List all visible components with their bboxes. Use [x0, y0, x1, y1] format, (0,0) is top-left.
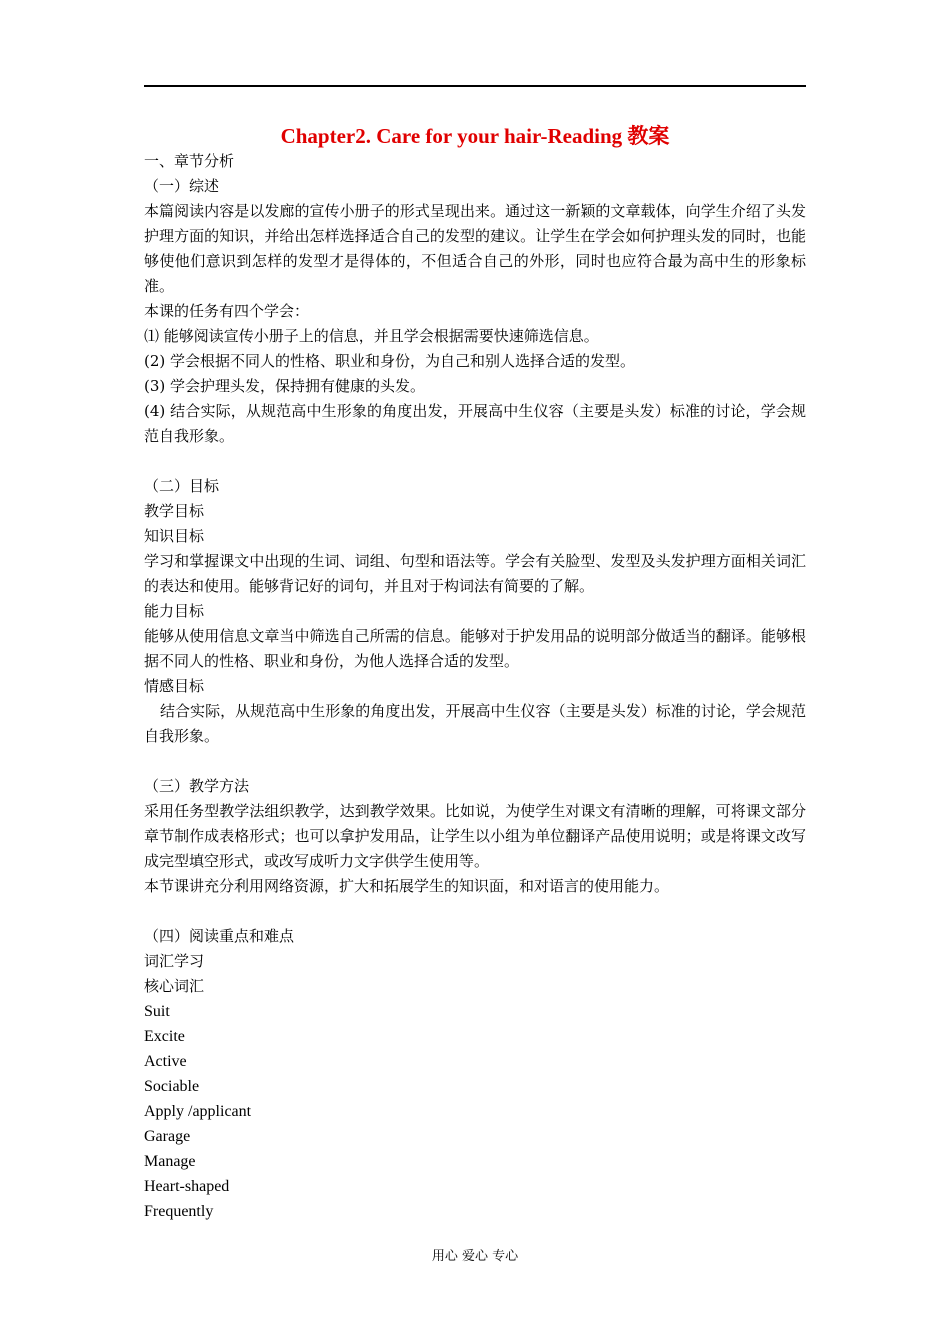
subsection-heading-overview: （一）综述 [144, 177, 220, 195]
task-item: (3) 学会护理头发，保持拥有健康的头发。 [144, 377, 426, 395]
knowledge-goal-text: 学习和掌握课文中出现的生词、词组、句型和语法等。学会有关脸型、发型及头发护理方面相关词汇的表达和使用。能够背记好的词句，并且对于构词法有简要的了解。 [144, 552, 806, 595]
vocab-word: Excite [144, 1028, 185, 1045]
spacer [144, 749, 806, 774]
vocab-word: Manage [144, 1153, 196, 1170]
vocab-word: Sociable [144, 1078, 200, 1095]
task-item: ⑴ 能够阅读宣传小册子上的信息，并且学会根据需要快速筛选信息。 [144, 327, 599, 345]
method-paragraph: 采用任务型教学法组织教学，达到教学效果。比如说，为使学生对课文有清晰的理解，可将课文部分章节制作成表格形式；也可以拿护发用品，让学生以小组为单位翻译产品使用说明；或是将课文改写成完型填空形式，或改写成听力文字供学生使用等。 [144, 802, 806, 870]
document-title: Chapter2. Care for your hair-Reading 教案 [280, 124, 670, 148]
vocab-word: Garage [144, 1128, 191, 1145]
vocab-word: Apply /applicant [144, 1103, 252, 1120]
subsection-heading-methods: （三）教学方法 [144, 777, 250, 795]
vocab-study-label: 词汇学习 [144, 952, 205, 970]
document-body [144, 149, 806, 1224]
subsection-heading-key-points: （四）阅读重点和难点 [144, 927, 295, 945]
vocab-word: Active [144, 1053, 187, 1070]
header-rule [144, 85, 806, 87]
vocab-word: Frequently [144, 1203, 214, 1220]
spacer [144, 899, 806, 924]
emotion-goal-label: 情感目标 [144, 677, 205, 695]
page-footer: 用心 爱心 专心 [431, 1249, 519, 1264]
knowledge-goal-label: 知识目标 [144, 527, 205, 545]
subsection-heading-goals: （二）目标 [144, 477, 220, 495]
vocab-word: Suit [144, 1003, 170, 1020]
task-item: (4) 结合实际，从规范高中生形象的角度出发，开展高中生仪容（主要是头发）标准的讨论，学会规范自我形象。 [144, 402, 806, 445]
spacer [144, 449, 806, 474]
section-heading: 一、章节分析 [144, 152, 235, 170]
emotion-goal-text: 结合实际，从规范高中生形象的角度出发，开展高中生仪容（主要是头发）标准的讨论，学会规范自我形象。 [144, 702, 806, 745]
tasks-intro: 本课的任务有四个学会： [144, 302, 310, 320]
core-vocab-label: 核心词汇 [144, 977, 205, 995]
task-item: (2) 学会根据不同人的性格、职业和身份，为自己和别人选择合适的发型。 [144, 352, 636, 370]
teaching-goals-label: 教学目标 [144, 502, 205, 520]
method-paragraph: 本节课讲充分利用网络资源，扩大和拓展学生的知识面，和对语言的使用能力。 [144, 877, 670, 895]
vocab-word: Heart-shaped [144, 1178, 230, 1195]
ability-goal-text: 能够从使用信息文章当中筛选自己所需的信息。能够对于护发用品的说明部分做适当的翻译。能够根据不同人的性格、职业和身份，为他人选择合适的发型。 [144, 627, 806, 670]
ability-goal-label: 能力目标 [144, 602, 205, 620]
overview-paragraph: 本篇阅读内容是以发廊的宣传小册子的形式呈现出来。通过这一新颖的文章载体，向学生介绍了头发护理方面的知识，并给出怎样选择适合自己的发型的建议。让学生在学会如何护理头发的同时，也能够使他们意识到怎样的发型才是得体的，不但适合自己的外形，同时也应符合最为高中生的形象标准。 [144, 202, 806, 295]
